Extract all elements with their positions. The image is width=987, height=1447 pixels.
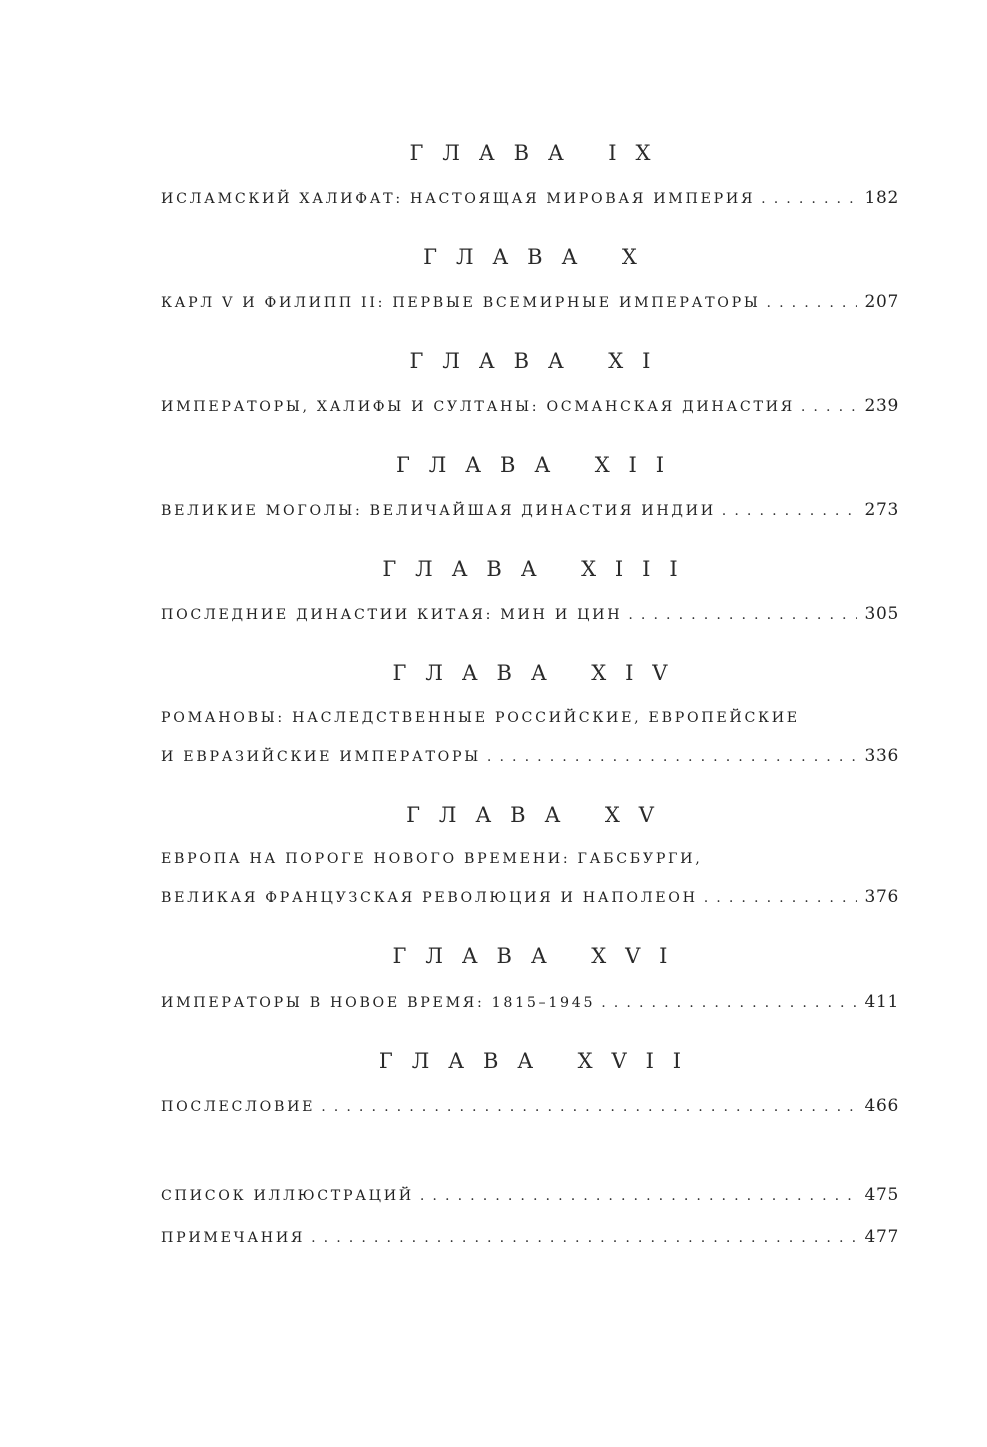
toc-entry[interactable] bbox=[161, 606, 899, 623]
chapter-title: ГЛАВА XII bbox=[395, 453, 683, 477]
page-number: 411 bbox=[864, 992, 899, 1012]
page-number: 273 bbox=[864, 500, 899, 520]
page-number: 477 bbox=[864, 1227, 899, 1247]
toc-entry-notes[interactable] bbox=[161, 1229, 899, 1246]
toc-entry[interactable] bbox=[161, 889, 899, 906]
dot-leader bbox=[801, 400, 857, 414]
toc-entry[interactable] bbox=[161, 502, 899, 519]
chapter-title: ГЛАВА XIII bbox=[382, 557, 697, 581]
toc-entry[interactable] bbox=[161, 190, 899, 207]
entry-title: И ЕВРАЗИЙСКИЕ ИМПЕРАТОРЫ bbox=[161, 749, 481, 765]
toc-entry[interactable] bbox=[161, 398, 899, 415]
page-number: 239 bbox=[864, 396, 899, 416]
dot-leader bbox=[420, 1189, 857, 1203]
dot-leader bbox=[487, 750, 857, 764]
entry-title: ПРИМЕЧАНИЯ bbox=[161, 1230, 306, 1246]
entry-title: ИМПЕРАТОРЫ В НОВОЕ ВРЕМЯ: 1815–1945 bbox=[161, 995, 596, 1011]
toc-entry-illustrations[interactable] bbox=[161, 1187, 899, 1204]
entry-title: ВЕЛИКАЯ ФРАНЦУЗСКАЯ РЕВОЛЮЦИЯ И НАПОЛЕОН bbox=[161, 890, 698, 906]
entry-title: ИСЛАМСКИЙ ХАЛИФАТ: НАСТОЯЩАЯ МИРОВАЯ ИМПЕРИЯ bbox=[161, 191, 756, 207]
chapter-title: ГЛАВА XVII bbox=[378, 1049, 700, 1073]
toc-entry[interactable] bbox=[161, 748, 899, 765]
page-number: 376 bbox=[864, 887, 899, 907]
dot-leader bbox=[628, 608, 856, 622]
dot-leader bbox=[601, 996, 856, 1010]
toc-entry[interactable] bbox=[161, 294, 899, 311]
page-number: 182 bbox=[864, 188, 899, 208]
chapter-title: ГЛАВА XIV bbox=[392, 661, 687, 685]
dot-leader bbox=[722, 504, 857, 518]
entry-title: ПОСЛЕДНИЕ ДИНАСТИИ КИТАЯ: МИН И ЦИН bbox=[161, 607, 623, 623]
entry-title: СПИСОК ИЛЛЮСТРАЦИЙ bbox=[161, 1188, 414, 1204]
dot-leader bbox=[321, 1100, 856, 1114]
entry-title: ВЕЛИКИЕ МОГОЛЫ: ВЕЛИЧАЙШАЯ ДИНАСТИЯ ИНДИИ bbox=[161, 503, 716, 519]
page-number: 475 bbox=[864, 1185, 899, 1205]
dot-leader bbox=[761, 192, 856, 206]
entry-title: КАРЛ V И ФИЛИПП II: ПЕРВЫЕ ВСЕМИРНЫЕ ИМПЕРАТОРЫ bbox=[161, 295, 761, 311]
entry-title: РОМАНОВЫ: НАСЛЕДСТВЕННЫЕ РОССИЙСКИЕ, ЕВРОПЕЙСКИЕ bbox=[161, 710, 800, 726]
page-number: 466 bbox=[864, 1096, 899, 1116]
dot-leader bbox=[311, 1231, 856, 1245]
toc-entry[interactable] bbox=[161, 1098, 899, 1115]
page-number: 207 bbox=[864, 292, 899, 312]
entry-title: ИМПЕРАТОРЫ, ХАЛИФЫ И СУЛТАНЫ: ОСМАНСКАЯ ДИНАСТИЯ bbox=[161, 399, 795, 415]
chapter-title: ГЛАВА XVI bbox=[392, 944, 687, 968]
toc-entry[interactable] bbox=[161, 994, 899, 1011]
dot-leader bbox=[767, 296, 857, 310]
toc-entry-line-1[interactable] bbox=[161, 852, 899, 866]
chapter-title: ГЛАВА IX bbox=[409, 141, 670, 165]
chapter-title: ГЛАВА XV bbox=[406, 803, 673, 827]
chapter-title: ГЛАВА XI bbox=[409, 349, 670, 373]
entry-title: ПОСЛЕСЛОВИЕ bbox=[161, 1099, 316, 1115]
toc-entry-line-1[interactable] bbox=[161, 711, 899, 725]
page-number: 336 bbox=[864, 746, 899, 766]
dot-leader bbox=[704, 891, 857, 905]
page-number: 305 bbox=[864, 604, 899, 624]
entry-title: ЕВРОПА НА ПОРОГЕ НОВОГО ВРЕМЕНИ: ГАБСБУРГИ, bbox=[161, 851, 703, 867]
chapter-title: ГЛАВА X bbox=[423, 245, 656, 269]
